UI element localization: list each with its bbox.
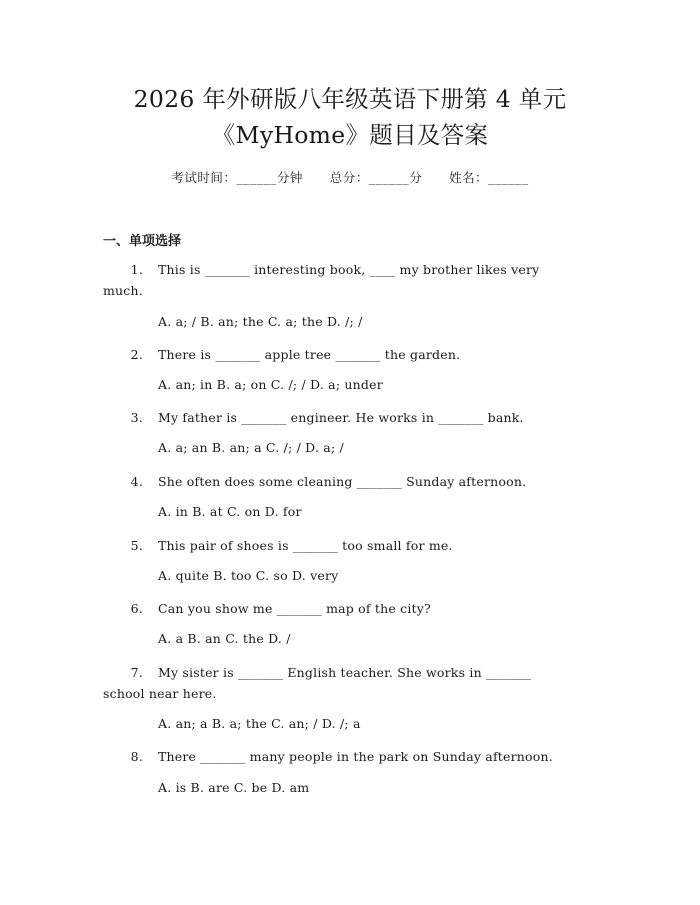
question-options: A. a; an B. an; a C. /; / D. a; / — [158, 440, 344, 455]
question-options: A. a B. an C. the D. / — [158, 631, 291, 646]
question-item — [103, 344, 583, 365]
question-options: A. quite B. too C. so D. very — [158, 568, 339, 583]
document-title-line1: 2026 年外研版八年级英语下册第 4 单元 — [133, 85, 567, 113]
question-stem: She often does some cleaning _______ Sunday afternoon. — [158, 474, 527, 489]
document-title-line2: 《MyHome》题目及答案 — [211, 121, 489, 149]
question-number: 2. — [130, 347, 143, 362]
question-stem: Can you show me _______ map of the city? — [158, 601, 431, 616]
question-stem-continued: much. — [103, 283, 143, 298]
question-options: A. an; in B. a; on C. /; / D. a; under — [158, 377, 383, 392]
question-number: 7. — [130, 665, 143, 680]
question-item — [103, 259, 583, 301]
exam-name-field: 姓名：______ — [449, 170, 529, 185]
exam-score-field: 总分：______分 — [329, 170, 423, 185]
question-options: A. in B. at C. on D. for — [158, 504, 302, 519]
question-stem: This pair of shoes is _______ too small for me. — [158, 538, 453, 553]
question-options: A. an; a B. a; the C. an; / D. /; a — [158, 716, 361, 731]
question-stem: There _______ many people in the park on Sunday afternoon. — [158, 749, 553, 764]
section-title: 一、单项选择 — [103, 234, 182, 249]
question-number: 1. — [130, 262, 143, 277]
question-stem-continued: school near here. — [103, 686, 217, 701]
question-number: 3. — [130, 410, 143, 425]
question-stem: There is _______ apple tree _______ the garden. — [158, 347, 461, 362]
question-options: A. is B. are C. be D. am — [158, 780, 310, 795]
exam-time-field: 考试时间：______分钟 — [171, 170, 303, 185]
question-number: 8. — [130, 749, 143, 764]
question-item — [103, 598, 583, 619]
question-item — [103, 662, 583, 704]
question-item — [103, 471, 583, 492]
question-item — [103, 535, 583, 556]
question-stem: My father is _______ engineer. He works in _______ bank. — [158, 410, 524, 425]
question-item — [103, 746, 583, 767]
question-item — [103, 407, 583, 428]
question-number: 6. — [130, 601, 143, 616]
question-stem: This is _______ interesting book, ____ my brother likes very — [158, 262, 540, 277]
question-number: 4. — [130, 474, 143, 489]
question-stem: My sister is _______ English teacher. She works in _______ — [158, 665, 532, 680]
question-number: 5. — [130, 538, 143, 553]
exam-meta — [0, 168, 700, 186]
question-options: A. a; / B. an; the C. a; the D. /; / — [158, 314, 363, 329]
